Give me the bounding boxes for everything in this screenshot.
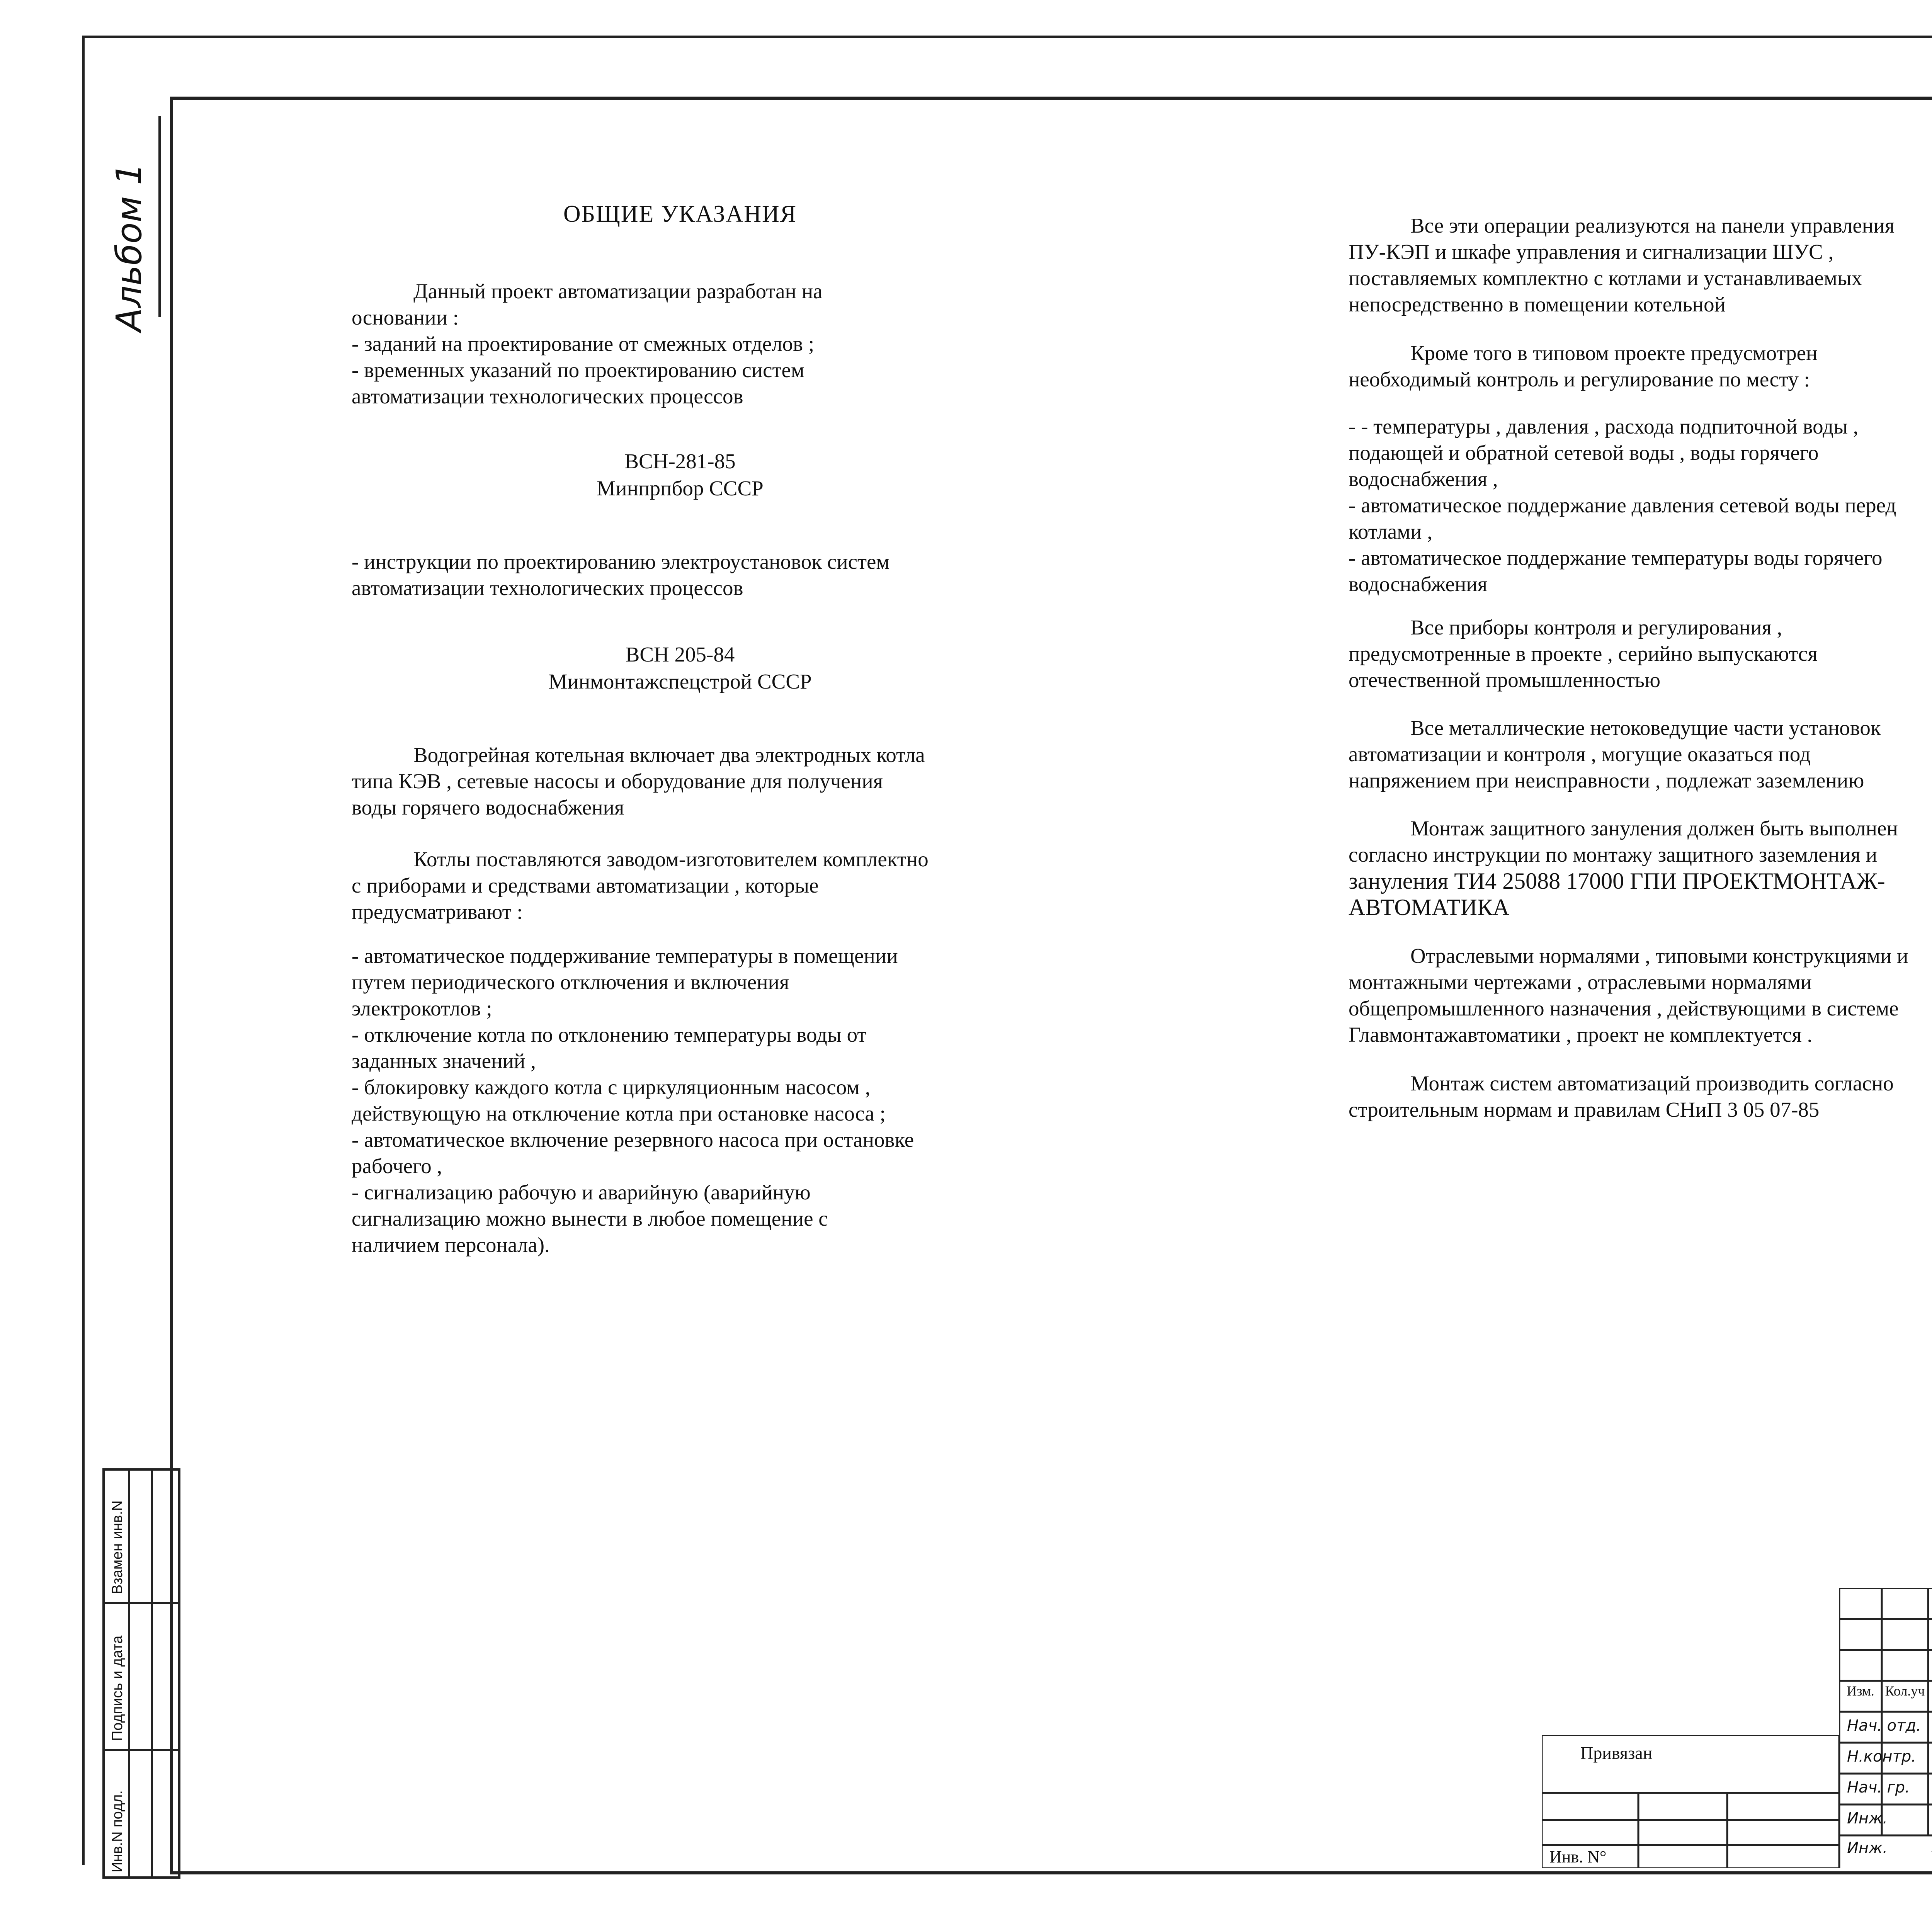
control-paragraph: Кроме того в типовом проекте предусмотрен необходимый контроль и регулирование по месту : (1349, 341, 1818, 391)
standard-2-code: ВСН 205-84 (625, 643, 735, 666)
instructions-paragraph: - инструкции по проектированию электроустановок систем автоматизации технологических процессов (352, 550, 890, 600)
operations-paragraph: Все эти операции реализуются на панели управления ПУ-КЭП и шкафе управления и сигнализации ШУС , поставляемых комплектно с котлами и устанавливаемых непосредственно в помещении котельной (1349, 214, 1895, 316)
album-label: Альбом 1 (109, 163, 150, 332)
instruments-paragraph: Все приборы контроля и регулирования , предусмотренные в проекте , серийно выпускаются отечественной промышленностью (1349, 616, 1818, 692)
signatures (1839, 1588, 1932, 1868)
standard-2-org: Минмонтажспецстрой СССР (548, 670, 812, 693)
zeroing-paragraph: Монтаж защитного зануления должен быть выполнен согласно инструкции по монтажу защитного заземления и зануления ТИ4 25088 17000 ГПИ ПРОЕКТМОНТАЖ- АВТОМАТИКА (1349, 816, 1898, 920)
role-norm-control: Н.контр. (1847, 1748, 1916, 1765)
binding-block (1542, 1735, 1839, 1868)
grounding-paragraph: Все металлические нетоковедущие части установок автоматизации и контроля , могущие оказаться под напряжением при неисправности , подлежат заземлению (1349, 716, 1881, 792)
inventory-number-label: Инв. N° (1549, 1847, 1607, 1866)
norms-paragraph: Отраслевыми нормалями , типовыми конструкциями и монтажными чертежами , отраслевыми нормалями общепромышленного назначения , действующими в системе Главмонтажавтоматики , проект не комплектуется . (1349, 944, 1908, 1046)
intro-paragraph: Данный проект автоматизации разработан на основании : - заданий на проектирование от смежных отделов ; - временных указаний по проектированию систем автоматизации технологических процессов (352, 279, 823, 408)
installation-paragraph: Монтаж систем автоматизаций производить согласно строительным нормам и правилам СНиП 3 05 07-85 (1349, 1071, 1894, 1121)
left-signature-strip (102, 1468, 180, 1879)
title-block (1549, 1588, 1932, 1868)
role-head-department: Нач. отд. (1847, 1717, 1921, 1735)
role-engineer-2: Инж. (1847, 1839, 1888, 1857)
header-change: Изм. (1847, 1683, 1874, 1699)
header-count: Кол.уч (1885, 1683, 1925, 1699)
signature-date-label: Подпись и дата (109, 1635, 126, 1741)
inv-original-label: Инв.N подл. (109, 1790, 126, 1872)
standard-1-code: ВСН-281-85 (624, 449, 736, 473)
standard-1-org: Минпрпбор СССР (597, 476, 764, 500)
page-title: ОБЩИЕ УКАЗАНИЯ (563, 201, 797, 227)
boilers-supply-paragraph: Котлы поставляются заводом-изготовителем комплектно с приборами и средствами автоматизации , которые предусматривают : (352, 847, 929, 923)
binding-label: Привязан (1580, 1743, 1653, 1763)
role-engineer-1: Инж. (1847, 1810, 1888, 1827)
functions-list: - автоматическое поддерживание температуры в помещении путем периодического отключения и включения электрокотлов ; - отключение котла по отклонению температуры воды от заданных значений , - блокировку каждого котла с циркуляционным насосом , действующую на отключение котла при остановке насоса ; - автоматическое включение резервного насоса при остановке рабочего , - сигнализацию рабочую и аварийную (аварийную сигнализацию можно вынести в любое помещение с наличием персонала). (352, 944, 914, 1257)
role-head-group: Нач. гр. (1847, 1779, 1910, 1796)
boiler-room-paragraph: Водогрейная котельная включает два электродных котла типа КЭВ , сетевые насосы и оборудование для получения воды горячего водоснабжения (352, 743, 925, 819)
measurement-list: - - температуры , давления , расхода подпиточной воды , подающей и обратной сетевой воды , воды горячего водоснабжения , - автоматическое поддержание давления сетевой воды перед котлами , - автоматическое поддержание температуры воды горячего водоснабжения (1349, 415, 1896, 596)
replaced-inv-label: Взамен инв.N (109, 1500, 126, 1594)
